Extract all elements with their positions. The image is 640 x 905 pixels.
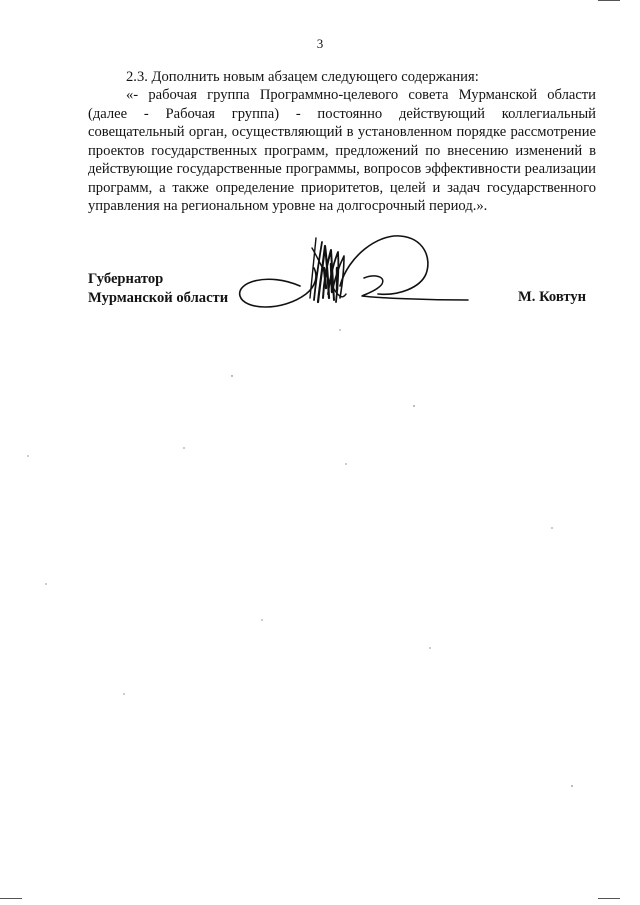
signatory-title-line2: Мурманской области: [88, 290, 229, 306]
handwritten-signature: [228, 228, 478, 318]
signatory-title: [88, 270, 228, 308]
signatory-title-line1: Губернатор: [88, 271, 164, 287]
amendment-item: 2.3. Дополнить новым абзацем следующего содержания:: [126, 69, 479, 85]
page-number: 3: [316, 36, 324, 51]
amendment-paragraph: «- рабочая группа Программно-целевого совета Мурманской области (далее - Рабочая группа) - постоянно действующий коллегиальный совещательный орган, осуществляющий в установленном порядке рассмотрение проектов государственных программ, предложений по внесению изменений в действующие государственные программы, вопросов эффективности реализации программ, а также определение приоритетов, целей и задач государственного управления на региональном уровне на долгосрочный период.».: [88, 87, 596, 214]
signatory-name: М. Ковтун: [518, 289, 587, 305]
